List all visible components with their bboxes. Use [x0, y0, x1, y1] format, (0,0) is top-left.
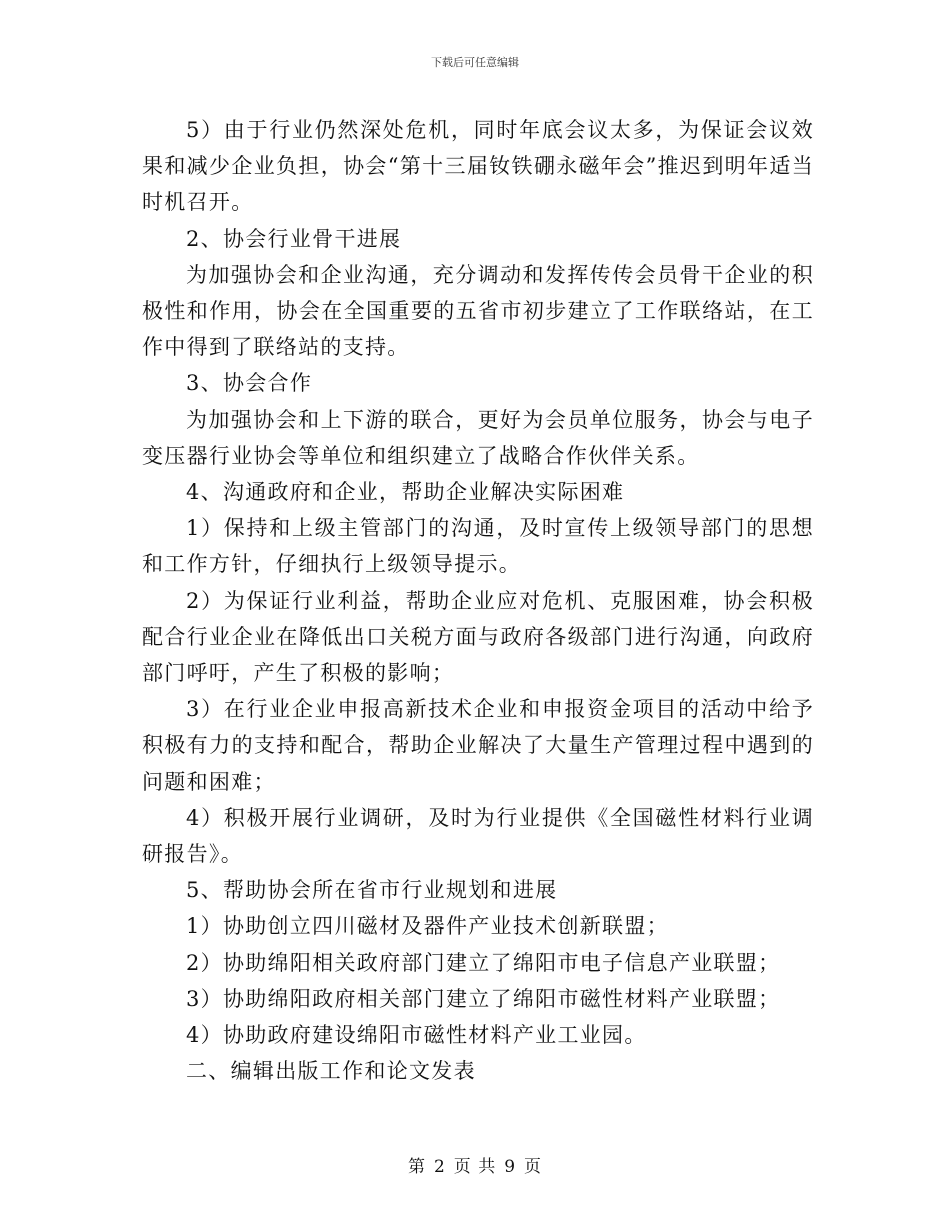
- footer-prefix: 第: [407, 1157, 426, 1177]
- page-header-note: 下载后可任意编辑: [431, 56, 519, 69]
- paragraph-2: 为加强协会和企业沟通，充分调动和发挥传传会员骨干企业的积极性和作用，协会在全国重要的五省市初步建立了工作联络站，在工作中得到了联络站的支持。: [142, 262, 814, 360]
- paragraph-1: 5）由于行业仍然深处危机，同时年底会议太多，为保证会议效果和减少企业负担，协会“第十三届钕铁硼永磁年会”推迟到明年适当时机召开。: [142, 118, 814, 215]
- paragraph-3: 为加强协会和上下游的联合，更好为会员单位服务，协会与电子变压器行业协会等单位和组织建立了战略合作伙伴关系。: [142, 407, 814, 468]
- section-heading-4: 4、沟通政府和企业，帮助企业解决实际困难: [186, 480, 625, 505]
- list-item-5-3: 3）协助绵阳政府相关部门建立了绵阳市磁性材料产业联盟；: [186, 986, 781, 1011]
- list-item-4-4: 4）积极开展行业调研，及时为行业提供《全国磁性材料行业调研报告》。: [142, 805, 814, 867]
- section-heading-3: 3、协会合作: [186, 371, 313, 396]
- page-footer: [0, 1152, 950, 1177]
- list-item-5-4: 4）协助政府建设绵阳市磁性材料产业工业园。: [186, 1023, 647, 1048]
- list-item-4-1: 1）保持和上级主管部门的沟通，及时宣传上级领导部门的思想和工作方针，仔细执行上级领导提示。: [142, 516, 814, 577]
- list-item-5-2: 2）协助绵阳相关政府部门建立了绵阳市电子信息产业联盟；: [186, 950, 781, 975]
- section-heading-5: 5、帮助协会所在省市行业规划和进展: [186, 878, 558, 903]
- footer-suffix: 页: [524, 1157, 543, 1177]
- list-item-4-2: 2）为保证行业利益，帮助企业应对危机、克服困难，协会积极配合行业企业在降低出口关税方面与政府各级部门进行沟通，向政府部门呼吁，产生了积极的影响；: [142, 588, 814, 686]
- list-item-5-1: 1）协助创立四川磁材及器件产业技术创新联盟；: [186, 914, 669, 939]
- section-heading-2: 2、协会行业骨干进展: [186, 226, 402, 251]
- footer-page-number: 2: [433, 1157, 446, 1177]
- document-body: [142, 112, 814, 1089]
- footer-total-pages: 9: [504, 1157, 517, 1177]
- chapter-heading-2: 二、编辑出版工作和论文发表: [186, 1059, 476, 1084]
- list-item-4-3: 3）在行业企业申报高新技术企业和申报资金项目的活动中给予积极有力的支持和配合，帮助企业解决了大量生产管理过程中遇到的问题和困难；: [142, 697, 814, 794]
- footer-middle: 页 共: [453, 1157, 497, 1177]
